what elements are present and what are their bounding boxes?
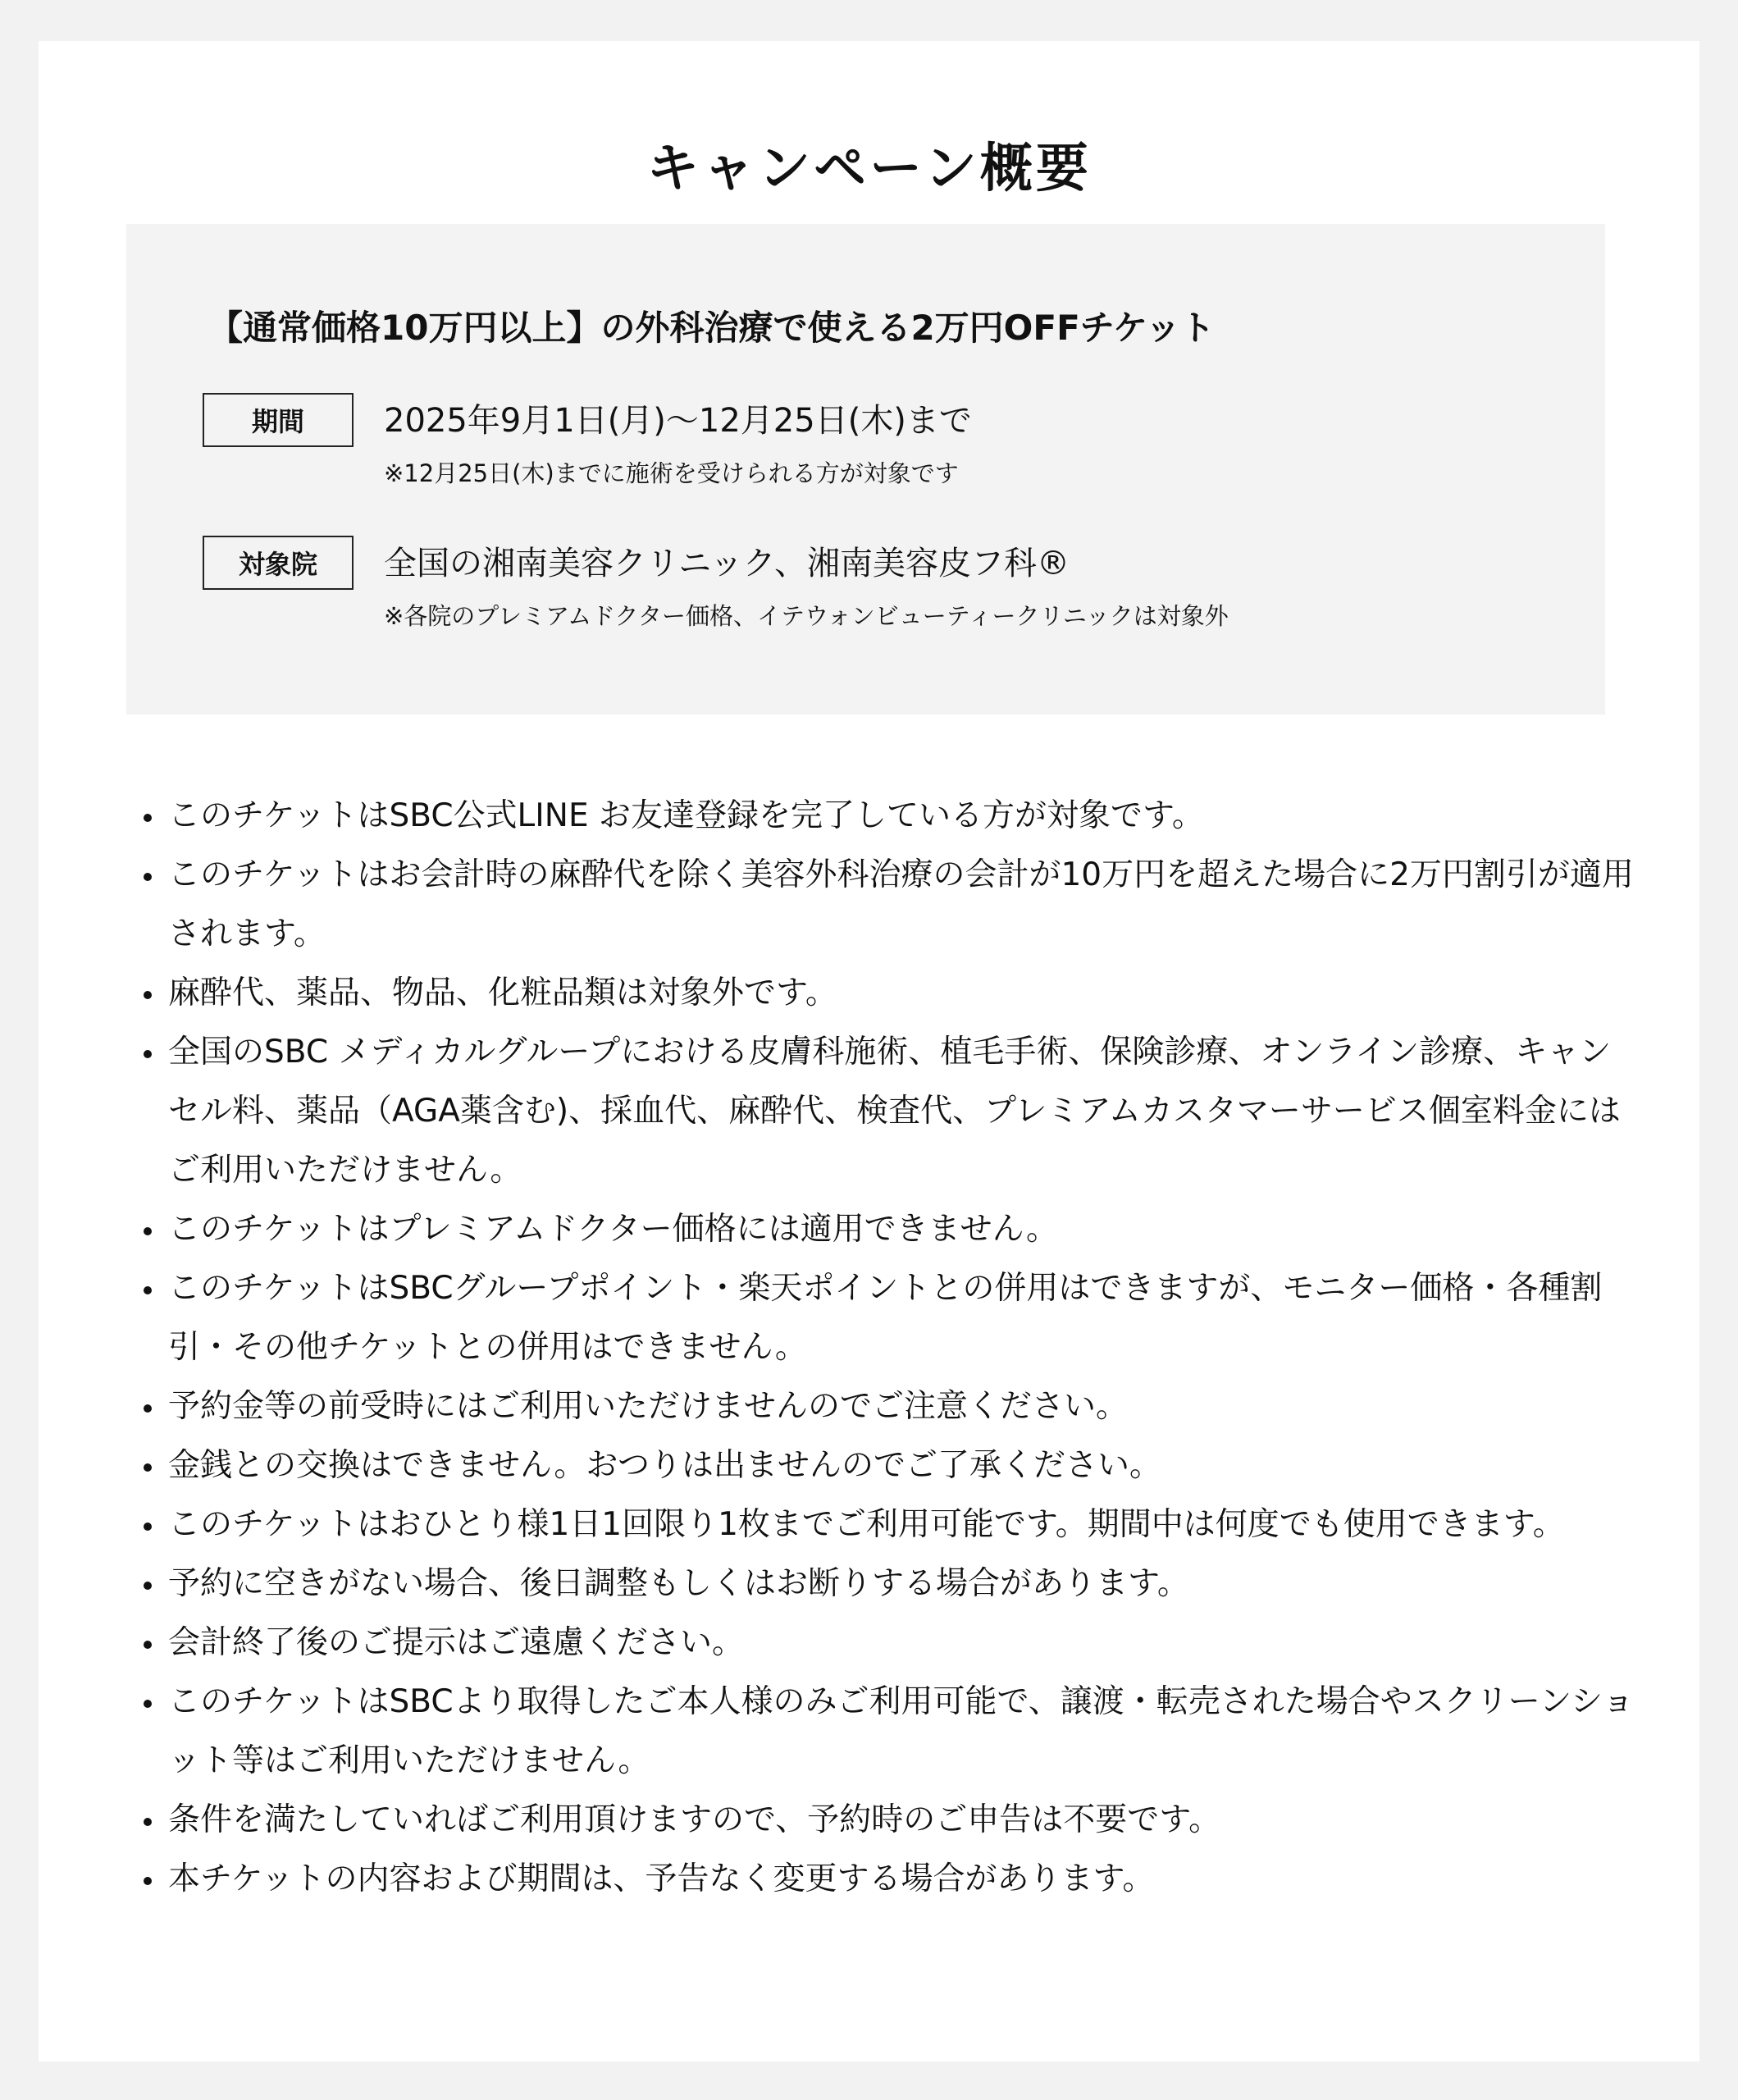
term-text: 全国のSBC メディカルグループにおける皮膚科施術、植毛手術、保険診療、オンライン診療、キャンセル料、薬品（AGA薬含む)、採血代、麻酔代、検査代、プレミアムカスタマーサービス個室料金にはご利用いただけません。 [168, 1034, 1621, 1189]
term-text: 麻酔代、薬品、物品、化粧品類は対象外です。 [168, 975, 837, 1011]
term-text: このチケットはプレミアムドクター価格には適用できません。 [168, 1211, 1058, 1248]
term-text: 金銭との交換はできません。おつりは出ませんのでご了承ください。 [168, 1447, 1161, 1484]
period-value: 2025年9月1日(月)〜12月25日(木)まで [384, 402, 972, 440]
list-item [144, 1259, 1636, 1377]
terms-list [144, 787, 1636, 1909]
term-text: 会計終了後のご提示はご遠慮ください。 [168, 1624, 745, 1661]
list-item [144, 1614, 1636, 1673]
list-item [144, 787, 1636, 846]
campaign-card [39, 41, 1699, 2061]
term-text: このチケットはSBC公式LINE お友達登録を完了している方が対象です。 [168, 797, 1204, 834]
list-item [144, 846, 1636, 964]
list-item [144, 964, 1636, 1023]
term-text: 条件を満たしていればご利用頂けますので、予約時のご申告は不要です。 [168, 1801, 1221, 1838]
list-item [144, 1554, 1636, 1614]
list-item [144, 1023, 1636, 1200]
period-label: 期間 [203, 393, 354, 447]
term-text: このチケットはお会計時の麻酔代を除く美容外科治療の会計が10万円を超えた場合に2万円割引が適用されます。 [168, 856, 1634, 952]
term-text: 予約金等の前受時にはご利用いただけませんのでご注意ください。 [168, 1388, 1129, 1425]
list-item [144, 1200, 1636, 1259]
list-item [144, 1495, 1636, 1554]
term-text: このチケットはSBCグループポイント・楽天ポイントとの併用はできますが、モニター価格・各種割引・その他チケットとの併用はできません。 [168, 1270, 1603, 1366]
period-note: ※12月25日(木)までに施術を受けられる方が対象です [384, 459, 959, 487]
term-text: 本チケットの内容および期間は、予告なく変更する場合があります。 [168, 1860, 1155, 1897]
clinic-value: 全国の湘南美容クリニック、湘南美容皮フ科® [384, 545, 1070, 582]
page-title: キャンペーン概要 [646, 139, 1092, 199]
campaign-summary-box [126, 224, 1605, 714]
list-item [144, 1791, 1636, 1850]
list-item [144, 1377, 1636, 1436]
list-item [144, 1436, 1636, 1495]
term-text: 予約に空きがない場合、後日調整もしくはお断りする場合があります。 [168, 1565, 1189, 1602]
term-text: このチケットはSBCより取得したご本人様のみご利用可能で、譲渡・転売された場合やスクリーンショット等はご利用いただけません。 [168, 1683, 1635, 1779]
ticket-heading: 【通常価格10万円以上】の外科治療で使える2万円OFFチケット [208, 308, 1215, 348]
list-item [144, 1850, 1636, 1909]
clinic-label: 対象院 [203, 536, 354, 590]
term-text: このチケットはおひとり様1日1回限り1枚までご利用可能です。期間中は何度でも使用できます。 [168, 1506, 1565, 1543]
list-item [144, 1673, 1636, 1791]
clinic-note: ※各院のプレミアムドクター価格、イテウォンビューティークリニックは対象外 [384, 602, 1229, 630]
